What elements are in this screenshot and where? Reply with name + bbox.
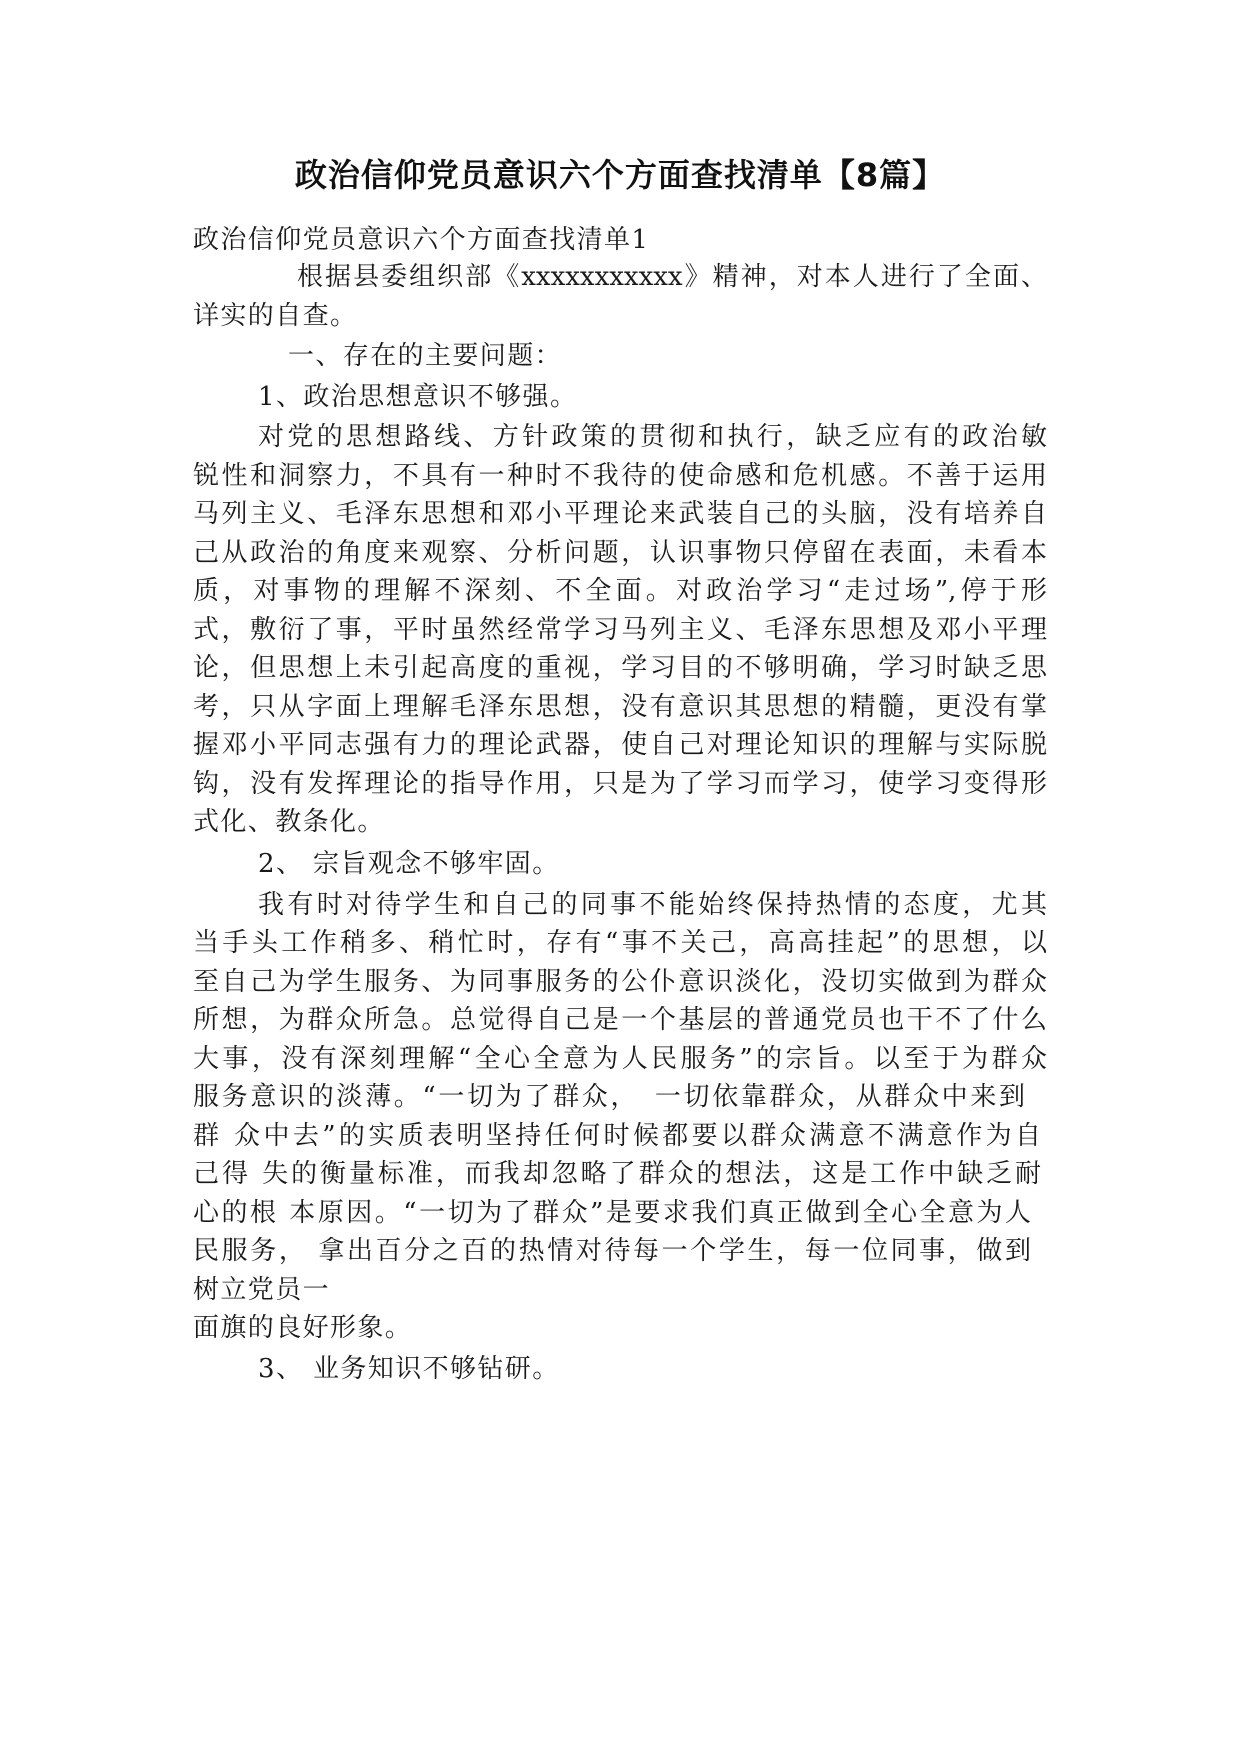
item2-line-8: 己得 失的衡量标准，而我却忽略了群众的想法，这是工作中缺乏耐 [193,1159,1041,1189]
item1-line-8: 考，只从字面上理解毛泽东思想，没有意识其思想的精髓，更没有掌 [193,692,1047,722]
item1-heading: 1、政治思想意识不够强。 [258,382,578,412]
item2-heading: 2、 宗旨观念不够牢固。 [258,849,560,879]
item1-line-9: 握邓小平同志强有力的理论武器，使自己对理论知识的理解与实际脱 [193,730,1047,760]
item1-line-4: 己从政治的角度来观察、分析问题，认识事物只停留在表面，未看本 [193,538,1047,568]
item2-line-12: 面旗的良好形象。 [193,1313,413,1343]
item1-line-1: 对党的思想路线、方针政策的贯彻和执行，缺乏应有的政治敏 [258,422,1047,452]
item1-line-10: 钩，没有发挥理论的指导作用，只是为了学习而学习，使学习变得形 [193,769,1047,799]
item2-line-4: 所想，为群众所急。总觉得自己是一个基层的普通党员也干不了什么 [193,1005,1047,1035]
item1-line-6: 式，敷衍了事，平时虽然经常学习马列主义、毛泽东思想及邓小平理 [193,615,1047,645]
item1-line-5: 质，对事物的理解不深刻、不全面。对政治学习“走过场”,停于形 [193,576,1047,606]
item2-line-11: 树立党员一 [193,1275,331,1305]
item2-line-7: 群 众中去”的实质表明坚持任何时候都要以群众满意不满意作为自 [193,1121,1041,1151]
item1-line-3: 马列主义、毛泽东思想和邓小平理论来武装自己的头脑，没有培养自 [193,499,1047,529]
intro-line-2: 详实的自查。 [193,301,358,331]
item1-line-11: 式化、教条化。 [193,807,385,837]
section-heading: 一、存在的主要问题： [288,341,563,371]
item2-line-3: 至自己为学生服务、为同事服务的公仆意识淡化，没切实做到为群众 [193,967,1047,997]
item2-line-1: 我有时对待学生和自己的同事不能始终保持热情的态度，尤其 [258,890,1047,920]
item2-line-2: 当手头工作稍多、稍忙时，存有“事不关己，高高挂起”的思想，以 [193,928,1047,958]
item2-line-6: 服务意识的淡薄。“一切为了群众， 一切依靠群众，从群众中来到 [193,1082,1025,1112]
document-subtitle: 政治信仰党员意识六个方面查找清单1 [193,225,650,255]
item1-line-2: 锐性和洞察力，不具有一种时不我待的使命感和危机感。不善于运用 [193,461,1047,491]
item2-line-9: 心的根 本原因。“一切为了群众”是要求我们真正做到全心全意为人 [193,1198,1031,1228]
intro-line-1: 根据县委组织部《xxxxxxxxxxx》精神，对本人进行了全面、 [297,262,1047,292]
document-title: 政治信仰党员意识六个方面查找清单【8篇】 [294,156,946,194]
item2-line-10: 民服务， 拿出百分之百的热情对待每一个学生，每一位同事，做到 [193,1236,1031,1266]
item1-line-7: 论，但思想上未引起高度的重视，学习目的不够明确，学习时缺乏思 [193,653,1047,683]
item3-heading: 3、 业务知识不够钻研。 [258,1354,560,1384]
item2-line-5: 大事，没有深刻理解“全心全意为人民服务”的宗旨。以至于为群众 [193,1044,1047,1074]
